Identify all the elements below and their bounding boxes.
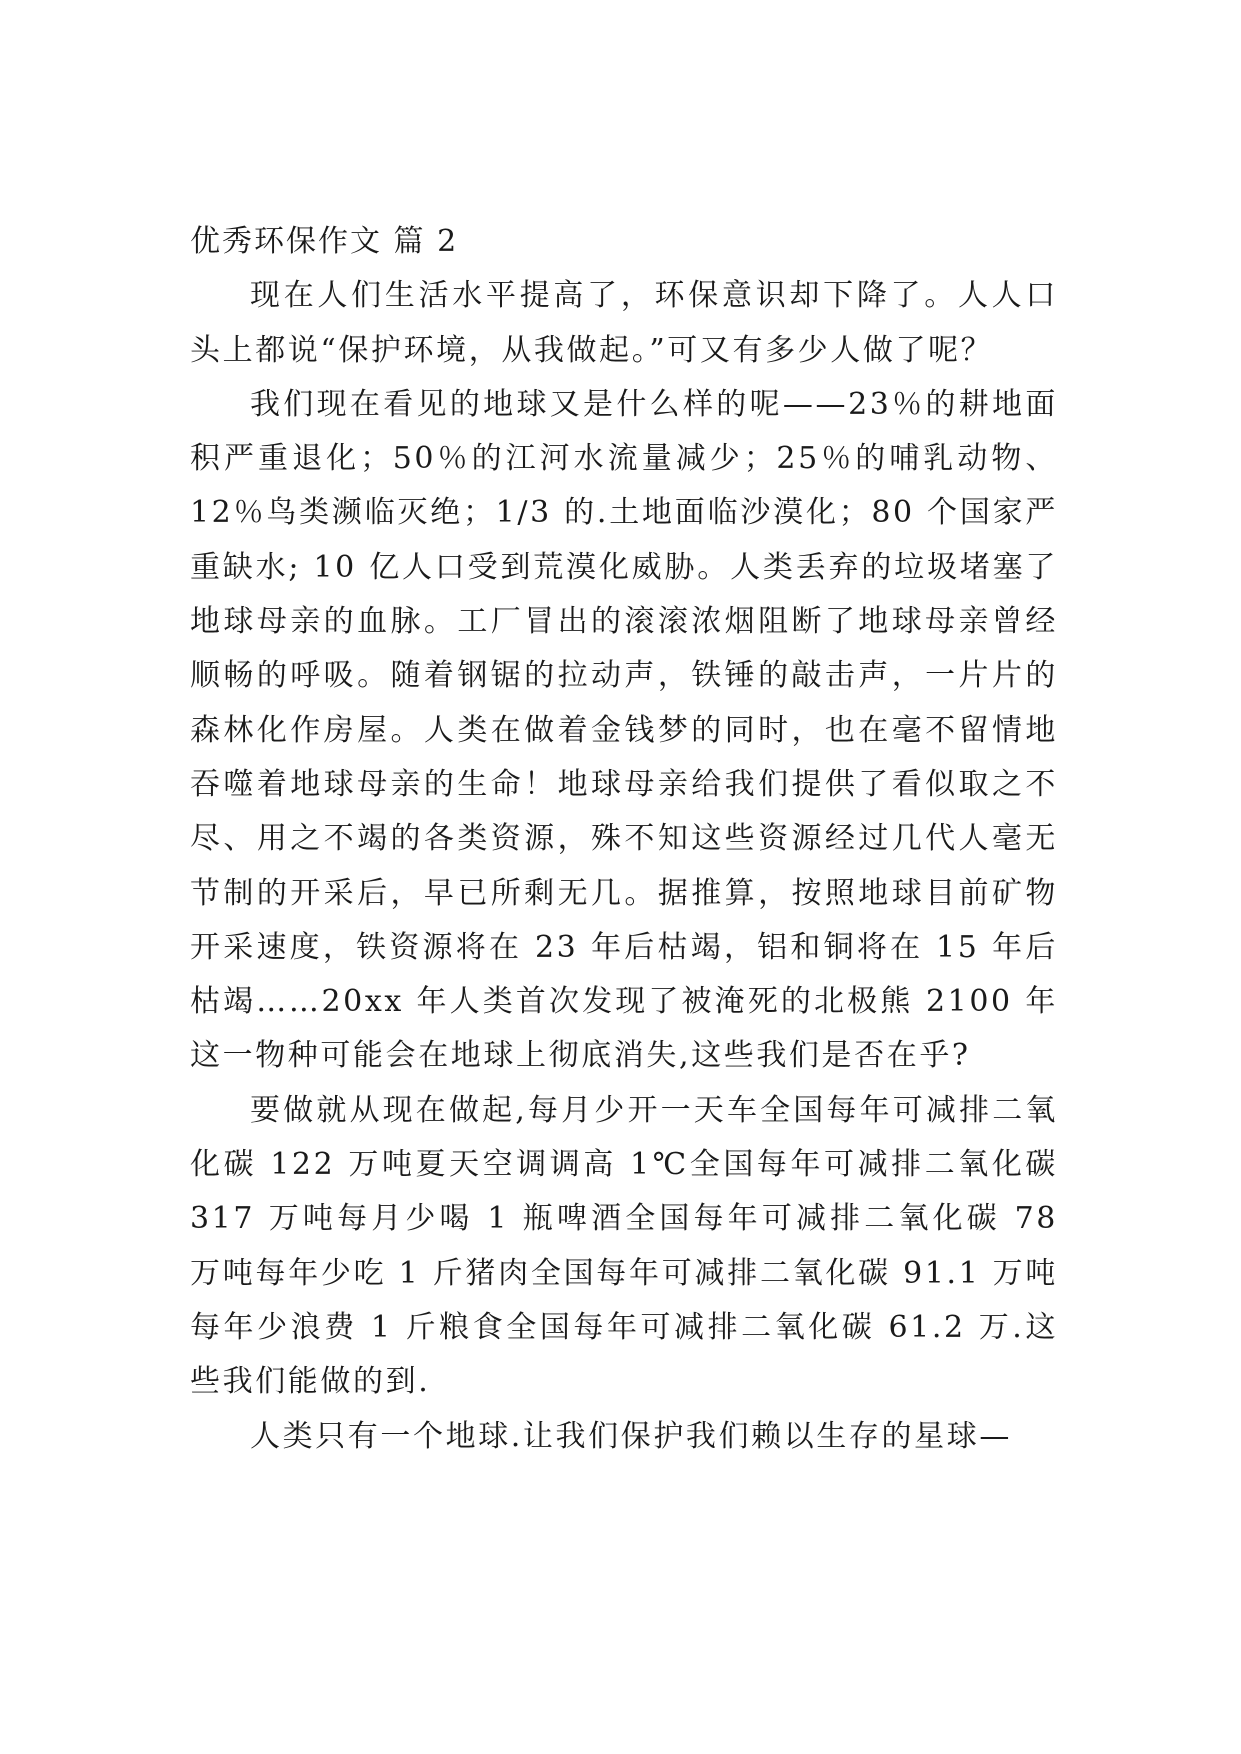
- paragraph-3: 要做就从现在做起,每月少开一天车全国每年可减排二氧化碳 122 万吨夏天空调调高 1℃全国每年可减排二氧化碳 317 万吨每月少喝 1 瓶啤酒全国每年可减排二氧化碳 78 万吨每年少吃 1 斤猪肉全国每年可减排二氧化碳 91.1 万吨每年少浪费 1 斤粮食全国每年可减排二氧化碳 61.2 万.这些我们能做的到.: [190, 1092, 1058, 1400]
- paragraph-2: 我们现在看见的地球又是什么样的呢——23％的耕地面积严重退化；50％的江河水流量减少；25％的哺乳动物、12％鸟类濒临灭绝；1/3 的.土地面临沙漠化；80 个国家严重缺水; 10 亿人口受到荒漠化威胁。人类丢弃的垃圾堵塞了地球母亲的血脉。工厂冒出的滚滚浓烟阻断了地球母亲曾经顺畅的呼吸。随着钢锯的拉动声，铁锤的敲击声，一片片的森林化作房屋。人类在做着金钱梦的同时，也在毫不留情地吞噬着地球母亲的生命！地球母亲给我们提供了看似取之不尽、用之不竭的各类资源，殊不知这些资源经过几代人毫无节制的开采后，早已所剩无几。据推算，按照地球目前矿物开采速度，铁资源将在 23 年后枯竭，铝和铜将在 15 年后枯竭……20xx 年人类首次发现了被淹死的北极熊 2100 年这一物种可能会在地球上彻底消失,这些我们是否在乎?: [190, 386, 1058, 1074]
- paragraph-1: 现在人们生活水平提高了，环保意识却下降了。人人口头上都说“保护环境，从我做起。”可又有多少人做了呢？: [190, 278, 1058, 368]
- document-body: [190, 215, 1058, 1464]
- essay-title: 优秀环保作文 篇 2: [190, 224, 459, 259]
- paragraph-4: 人类只有一个地球.让我们保护我们赖以生存的星球—: [250, 1418, 1012, 1454]
